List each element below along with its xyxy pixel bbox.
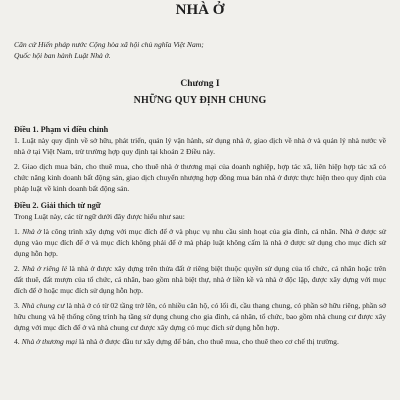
item-number: 2.: [14, 263, 22, 273]
preamble-line: Căn cứ Hiến pháp nước Cộng hòa xã hội chủ nghĩa Việt Nam;: [14, 40, 204, 49]
defined-term: Nhà chung cư: [21, 300, 65, 310]
item-number: 3.: [14, 300, 22, 310]
law-title: NHÀ Ở: [175, 2, 225, 18]
definition-text: là nhà ở được đầu tư xây dựng để bán, cho thuê mua, cho thuê theo cơ chế thị trường.: [77, 337, 339, 347]
preamble: [14, 39, 386, 61]
preamble-line: Quốc hội ban hành Luật Nhà ở.: [14, 51, 111, 60]
article-2-heading: Điều 2. Giải thích từ ngữ: [14, 201, 101, 211]
definition-item: [14, 300, 386, 334]
article-1-paragraph: 2. Giao dịch mua bán, cho thuê mua, cho thuê nhà ở thương mại của doanh nghiệp, hợp tác xã, liên hiệp hợp tác xã có chức năng kinh doanh bất động sản, giao dịch chuyển nhượng hợp đồng mua bán nhà ở được thực hiện theo quy định của pháp luật về kinh doanh bất động sản.: [14, 161, 386, 194]
item-number: 1.: [14, 226, 23, 236]
definition-item: [14, 263, 386, 297]
defined-term: Nhà ở: [22, 226, 42, 236]
definition-text: là công trình xây dựng với mục đích để ở và phục vụ nhu cầu sinh hoạt của gia đình, cá nhân. Nhà ở được sử dụng vào mục đích để ở và mục đích không phải để ở mà pháp luật không cấm là nhà ở được sử dụng cho mục đích sử dụng hỗn hợp.: [14, 226, 386, 259]
definition-item: [14, 226, 386, 260]
article-1-paragraph: 1. Luật này quy định về sở hữu, phát triển, quản lý vận hành, sử dụng nhà ở, giao dịch về nhà ở và quản lý nhà nước về nhà ở tại Việt Nam, trừ trường hợp quy định tại khoản 2 Điều này.: [14, 136, 386, 157]
item-number: 4.: [14, 337, 22, 347]
article-2-intro: Trong Luật này, các từ ngữ dưới đây được hiểu như sau:: [14, 212, 185, 222]
definition-text: là nhà ở được xây dựng trên thửa đất ở riêng biệt thuộc quyền sử dụng của tổ chức, cá nhân hoặc trên đất thuê, đất mượn của tổ chức, cá nhân, bao gồm nhà biệt thự, nhà ở liền kề và nhà ở độc lập, được xây dựng với mục đích để ở hoặc mục đích sử dụng hỗn hợp.: [14, 263, 387, 296]
chapter-title: NHỮNG QUY ĐỊNH CHUNG: [133, 95, 267, 106]
definition-text: là nhà ở có từ 02 tầng trở lên, có nhiều căn hộ, có lối đi, cầu thang chung, có phần sở hữu riêng, phần sở hữu chung và hệ thống công trình hạ tầng sử dụng chung cho gia đình, cá nhân, tổ chức, bao gồm nhà chung cư được xây dựng với mục đích để ở và nhà chung cư được xây dựng có mục đích sử dụng hỗn hợp.: [14, 300, 386, 333]
defined-term: Nhà ở thương mại: [21, 337, 78, 347]
article-1-heading: Điều 1. Phạm vi điều chỉnh: [14, 125, 109, 134]
definition-item: [14, 336, 386, 347]
defined-term: Nhà ở riêng lẻ: [22, 263, 68, 273]
chapter-number: Chương I: [180, 79, 220, 89]
